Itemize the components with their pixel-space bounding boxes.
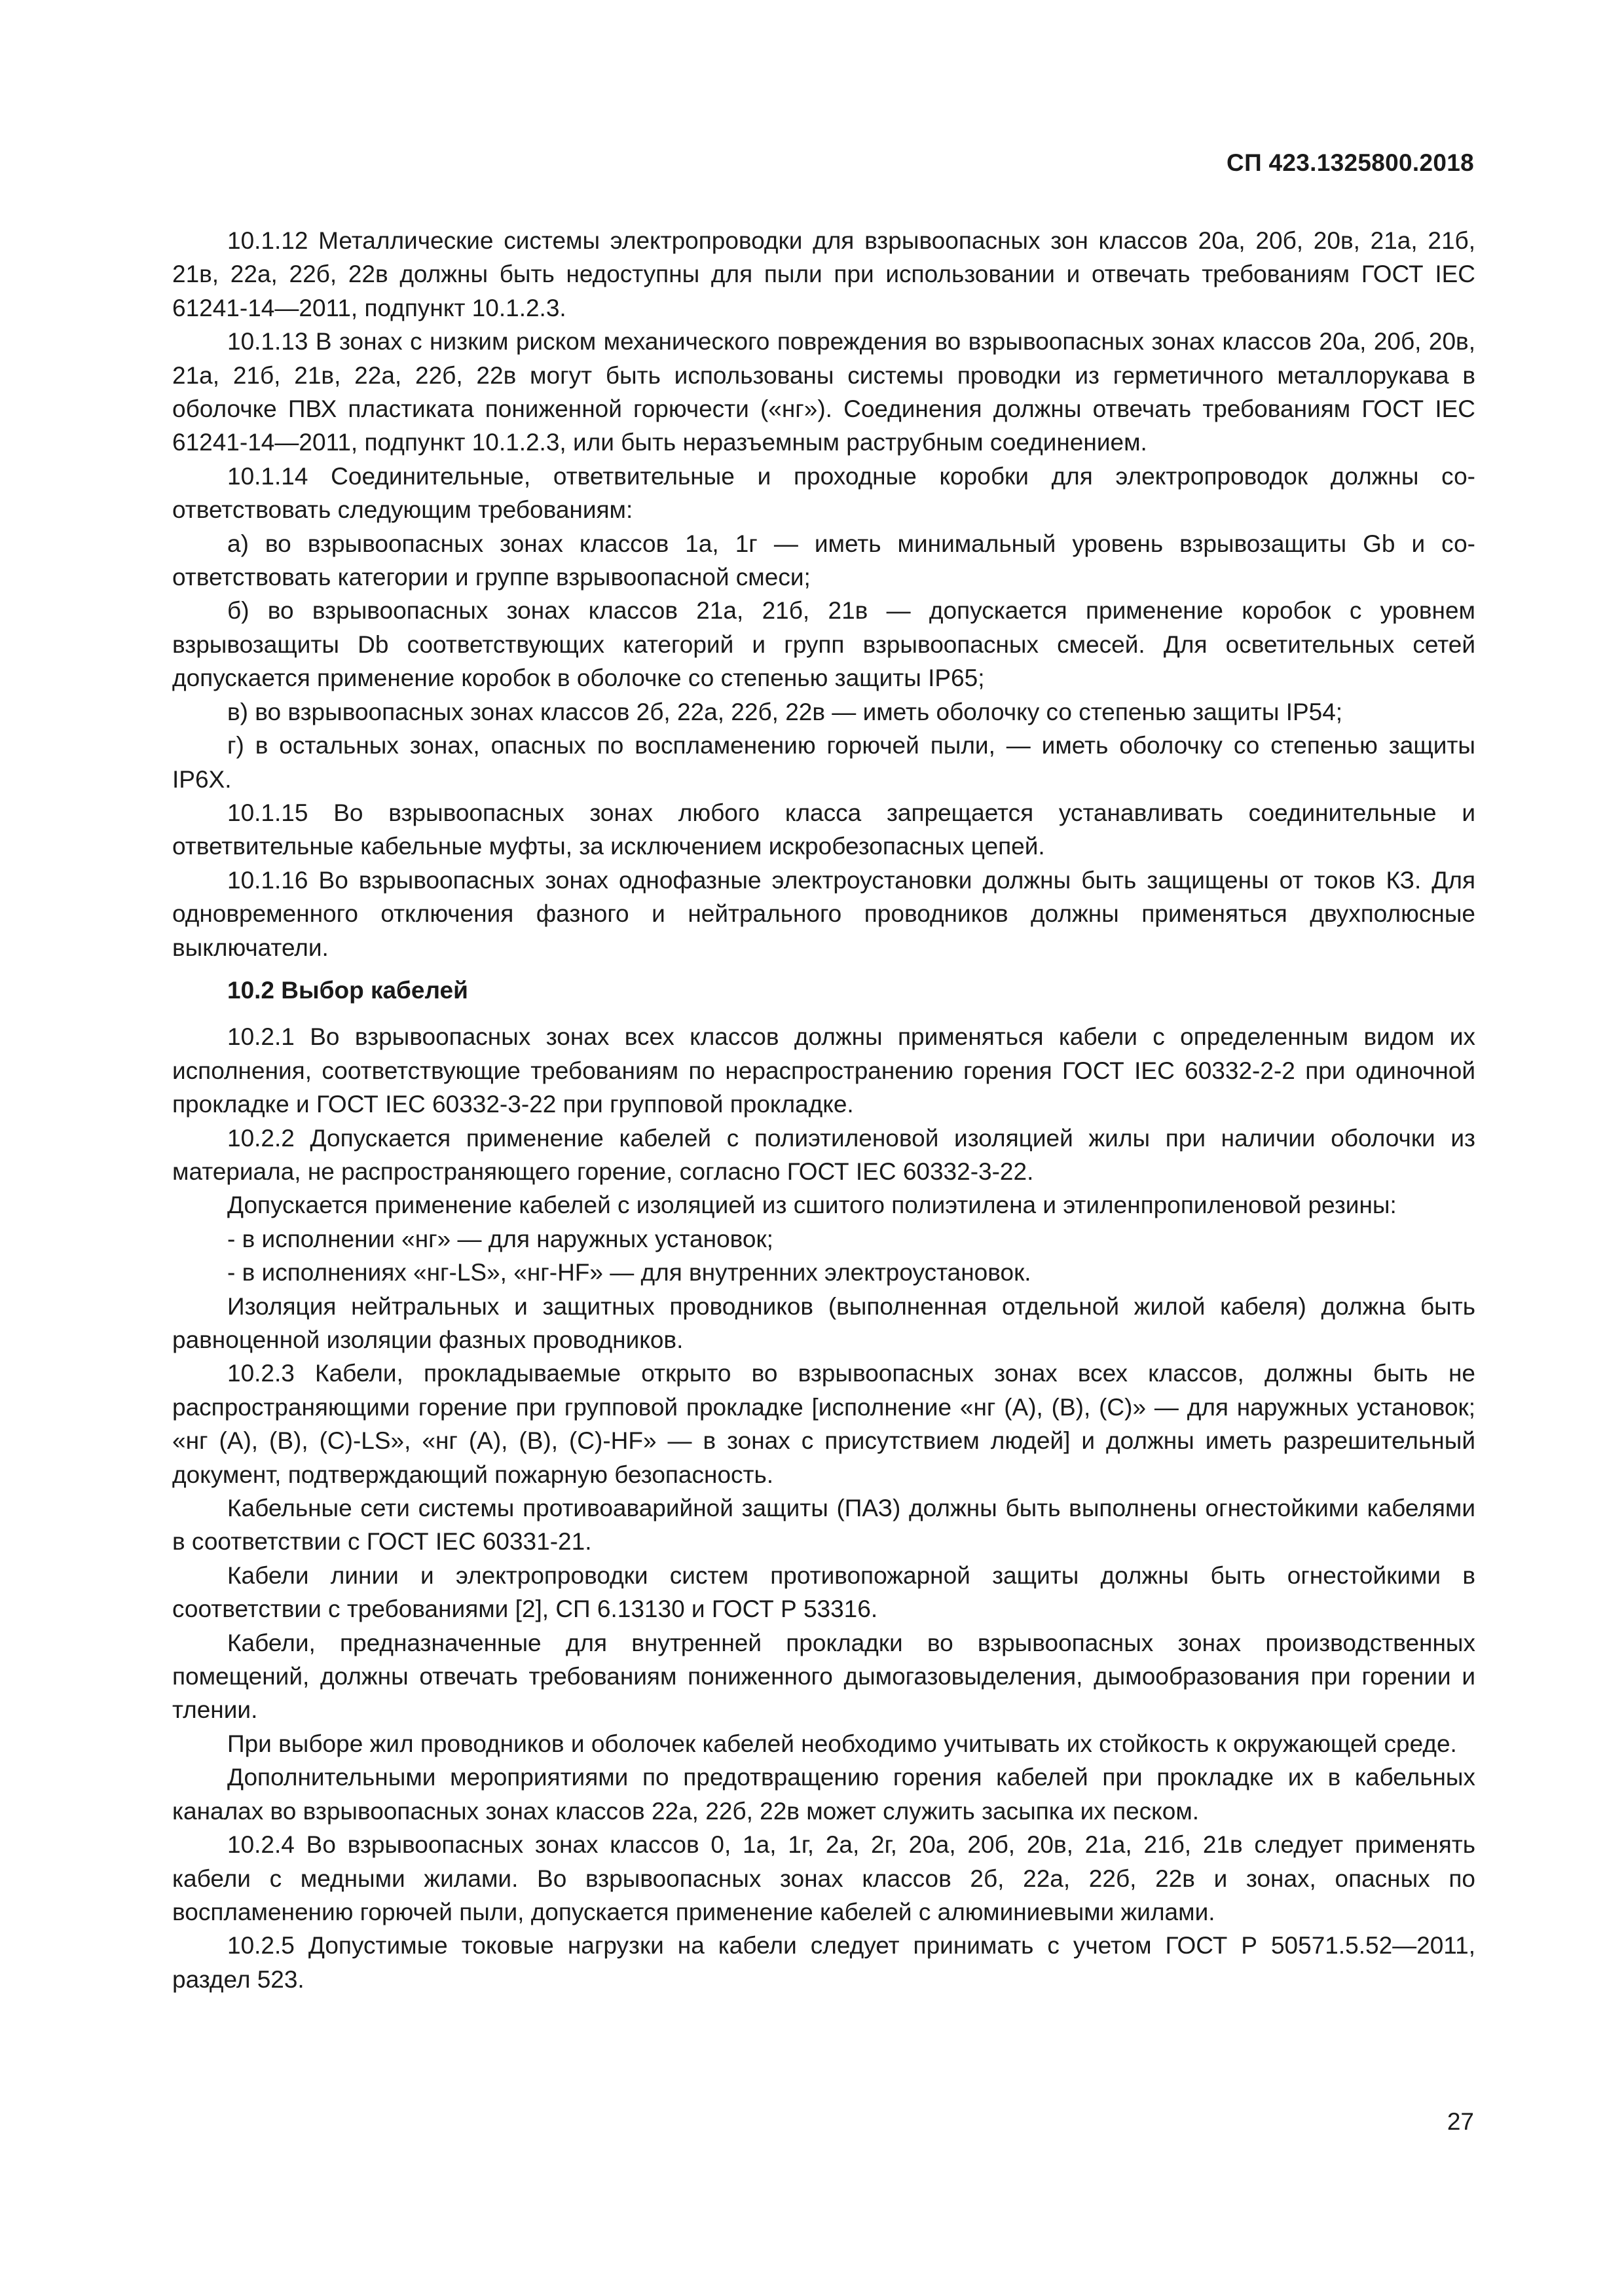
list-item-ng-ls-hf: - в исполнениях «нг-LS», «нг-HF» — для внутренних электроустановок. (227, 1259, 1031, 1286)
paragraph-10-1-15: 10.1.15 Во взрывоопасных зонах любого класса запрещается устанавливать соединительные и ответвительные кабельные муфты, за исключением искробезопасных цепей. (172, 799, 1475, 860)
paragraph-10-2-5: 10.2.5 Допустимые токовые нагрузки на кабели следует принимать с учетом ГОСТ Р 50571.5.52—2011, раздел 523. (172, 1932, 1475, 1993)
paragraph-10-2-1: 10.2.1 Во взрывоопасных зонах всех классов должны применяться кабели с определенным видом их исполнения, соответствующие требованиям по нераспространению горения ГОСТ IEC 60332-2-2 при одиночной прокладке и ГОСТ IEC 60332-3-22 при групповой прокладке. (172, 1023, 1475, 1118)
section-heading: 10.2 Выбор кабелей (227, 976, 468, 1004)
list-item-ng: - в исполнении «нг» — для наружных установок; (227, 1225, 773, 1252)
list-item-v: в) во взрывоопасных зонах классов 2б, 22а, 22б, 22в — иметь оболочку со степенью защиты IP54; (227, 698, 1343, 725)
paragraph-indoor-cables: Кабели, предназначенные для внутренней прокладки во взрывоопасных зонах производственных помещений, должны отвечать требованиям пониженного дымогазовыделения, дымообразования при горении и тлении. (172, 1629, 1475, 1724)
paragraph-10-1-14: 10.1.14 Соединительные, ответвительные и проходные коробки для электропроводок должны соответствовать следующим требованиям: (172, 462, 1475, 524)
paragraph-10-2-2: 10.2.2 Допускается применение кабелей с полиэтиленовой изоляцией жилы при наличии оболочки из материала, не распространяющего горение, согласно ГОСТ IEC 60332-3-22. (172, 1124, 1475, 1185)
list-item-b: б) во взрывоопасных зонах классов 21а, 21б, 21в — допускается применение коробок с уровнем взрывозащиты Db соответствующих категорий и групп взрывоопасных смесей. Для осветительных сетей допускается применение коробок в оболочке со степенью защиты IP65; (172, 597, 1475, 692)
paragraph-10-2-4: 10.2.4 Во взрывоопасных зонах классов 0, 1а, 1г, 2а, 2г, 20а, 20б, 20в, 21а, 21б, 21в следует применять кабели с медными жилами. Во взрывоопасных зонах классов 2б, 22а, 22б, 22в и зонах, опасных по воспламенению горючей пыли, допускается применение кабелей с алюминиевыми жилами. (172, 1831, 1475, 1925)
paragraph-sand-filling: Дополнительными мероприятиями по предотвращению горения кабелей при прокладке их в кабельных каналах во взрывоопасных зонах классов 22а, 22б, 22в может служить засыпка их песком. (172, 1764, 1475, 1825)
document-code: СП 423.1325800.2018 (1227, 149, 1474, 176)
paragraph-neutral-insulation: Изоляция нейтральных и защитных проводников (выполненная отдельной жилой кабеля) должна быть равноценной изоляции фазных проводников. (172, 1292, 1475, 1353)
paragraph-fire-protection-cables: Кабели линии и электропроводки систем противопожарной защиты должны быть огнестойкими в соответствии с требованиями [2], СП 6.13130 и ГОСТ Р 53316. (172, 1561, 1475, 1623)
paragraph-10-1-16: 10.1.16 Во взрывоопасных зонах однофазные электроустановки должны быть защищены от токов КЗ. Для одновременного отключения фазного и нейтрального проводников должны применяться двухполюсные выключатели. (172, 866, 1475, 961)
page-content (172, 224, 1475, 1996)
list-item-g: г) в остальных зонах, опасных по воспламенению горючей пыли, — иметь оболочку со степенью защиты IP6X. (172, 732, 1475, 793)
page-number: 27 (1447, 2108, 1474, 2135)
paragraph-paz-cables: Кабельные сети системы противоаварийной защиты (ПАЗ) должны быть выполнены огнестойкими кабелями в соответствии с ГОСТ IEC 60331-21. (172, 1495, 1475, 1556)
paragraph-insulation: Допускается применение кабелей с изоляцией из сшитого полиэтилена и этиленпропиленовой резины: (227, 1192, 1397, 1219)
list-item-a: а) во взрывоопасных зонах классов 1а, 1г — иметь минимальный уровень взрывозащиты Gb и соответствовать категории и группе взрывоопасной смеси; (172, 530, 1475, 591)
paragraph-10-1-13: 10.1.13 В зонах с низким риском механического повреждения во взрывоопасных зонах классов 20а, 20б, 20в, 21а, 21б, 21в, 22а, 22б, 22в могут быть использованы системы проводки из герметичного металлорукава в оболочке ПВХ пластиката пониженной горючести («нг»). Соединения должны отвечать требованиям ГОСТ IEC 61241-14—2011, подпункт 10.1.2.3, или быть неразъемным раструбным соединением. (172, 328, 1475, 456)
paragraph-environment: При выборе жил проводников и оболочек кабелей необходимо учитывать их стойкость к окружающей среде. (227, 1730, 1457, 1757)
paragraph-10-2-3: 10.2.3 Кабели, прокладываемые открыто во взрывоопасных зонах всех классов, должны быть не распространяющими горение при групповой прокладке [исполнение «нг (А), (В), (С)» — для наружных установок; «нг (А), (В), (С)-LS», «нг (А), (В), (С)-HF» — в зонах с присутствием людей] и должны иметь разрешительный документ, подтверждающий пожарную безопасность. (172, 1360, 1475, 1488)
paragraph-10-1-12: 10.1.12 Металлические системы электропроводки для взрывоопасных зон классов 20а, 20б, 20в, 21а, 21б, 21в, 22а, 22б, 22в должны быть недоступны для пыли при использовании и отвечать требованиям ГОСТ IEC 61241-14—2011, подпункт 10.1.2.3. (172, 227, 1475, 321)
